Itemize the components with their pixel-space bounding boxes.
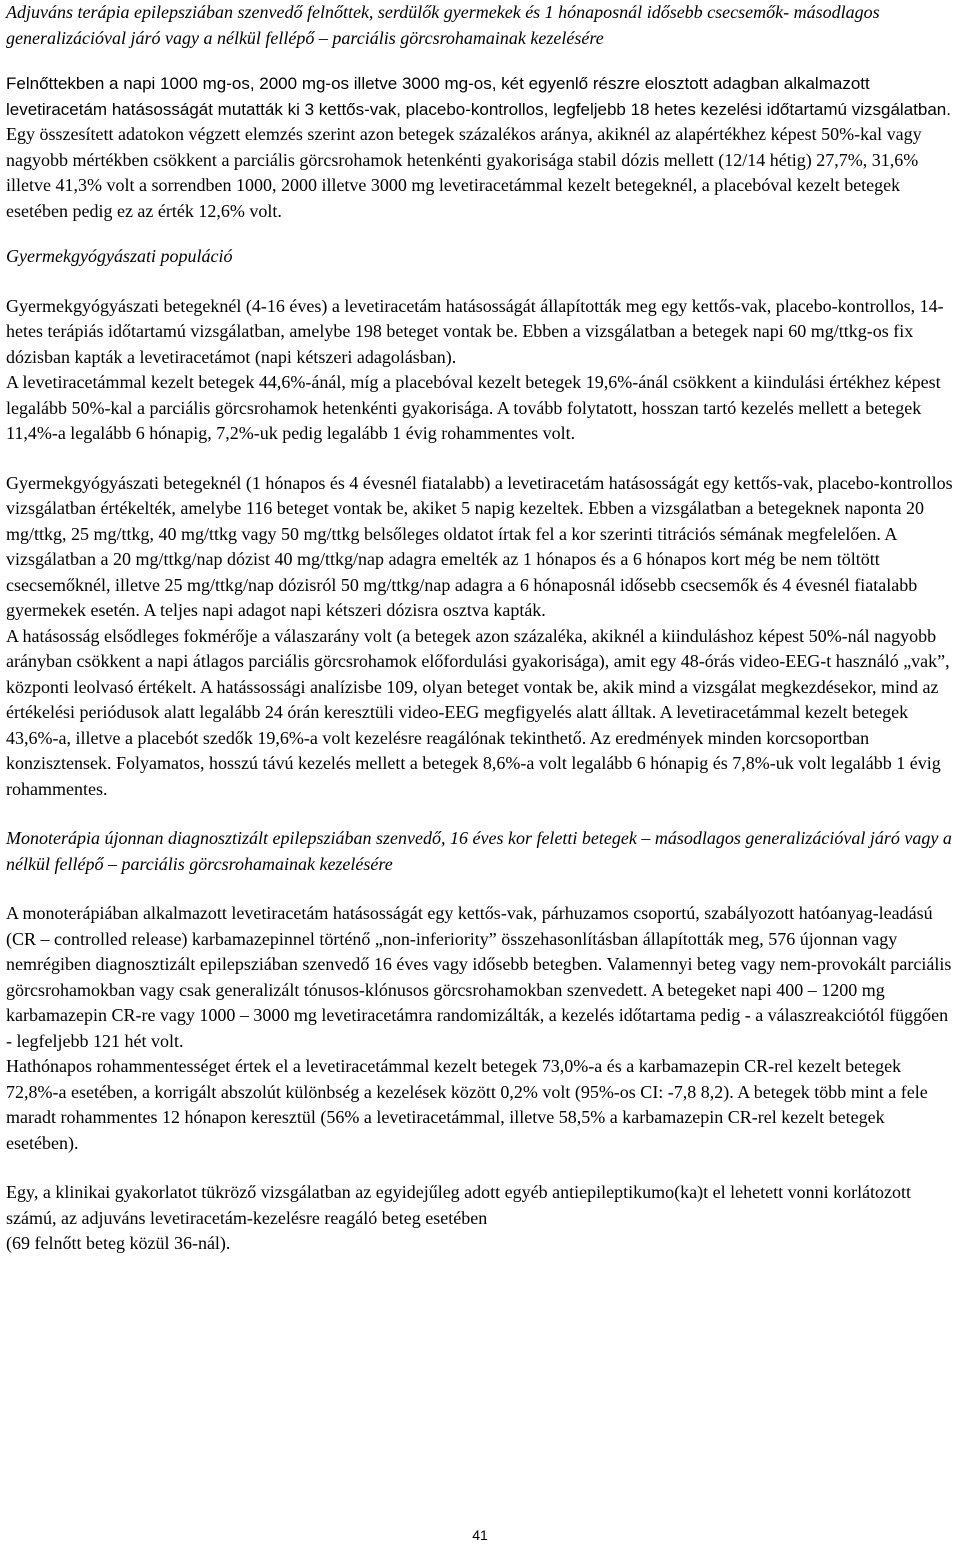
paragraph-primary-endpoint: A hatásosság elsődleges fokmérője a válaszarány volt (a betegek azon százaléka, akiknél a kiinduláshoz képest 50%-nál nagyobb arányban csökkent a napi átlagos parciális görcsrohamok előfordulási gyakorisága), amit egy 48-órás video-EEG-t használó „vak”, központi leolvasó értékelt. A hatássossági analízisbe 109, olyan beteget vontak be, akik mind a vizsgálat megkezdésekor, mind az értékelési periódusok alatt legalább 24 órán keresztüli video-EEG megfigyelés alatt álltak. A levetiracetámmal kezelt betegek 43,6%-a, illetve a placebót szedők 19,6%-a volt kezelésre reagálónak tekinthető. Az eredmények minden korcsoportban konzisztensek. Folyamatos, hosszú távú kezelés mellett a betegek 8,6%-a volt legalább 6 hónapig és 7,8%-uk volt legalább 1 évig rohammentes. bbox=[6, 625, 950, 799]
paragraph-pediatric-infants: Gyermekgyógyászati betegeknél (1 hónapos és 4 évesnél fiatalabb) a levetiracetám hatásosságát egy kettős-vak, placebo-kontrollos vizsgálatban értékelték, amelybe 116 beteget vontak be, akiket 5 napig kezeltek. Ebben a vizsgálatban a betegeknek naponta 20 mg/ttkg, 25 mg/ttkg, 40 mg/ttkg vagy 50 mg/ttkg belsőleges oldatot írtak fel a kor szerinti titrációs sémának megfelelően. A vizsgálatban a 20 mg/ttkg/nap dózist 40 mg/ttkg/nap adagra emelték az 1 hónapos és a 6 hónapos kort még be nem töltött csecsemőknél, illetve 25 mg/ttkg/nap dózisról 50 mg/ttkg/nap adagra a 6 hónaposnál idősebb csecsemők és 4 évesnél fiatalabb gyermekek esetén. A teljes napi adagot napi kétszeri dózisra osztva kapták. bbox=[6, 472, 953, 620]
paragraph-adult-efficacy-lead: Felnőttekben a napi 1000 mg-os, 2000 mg-os illetve 3000 mg-os, két egyenlő részre elosztott adagban alkalmazott levetiracetám hatásosságát mutatták ki 3 kettős-vak, placebo-kontrollos, legfeljebb 18 hetes kezelési időtartamú vizsgálatban. bbox=[6, 74, 951, 119]
paragraph-pediatric-results: A levetiracetámmal kezelt betegek 44,6%-ánál, míg a placebóval kezelt betegek 19,6%-ánál csökkent a kiindulási értékhez képest legalább 50%-kal a parciális görcsrohamok hetenkénti gyakorisága. A tovább folytatott, hosszan tartó kezelés mellett a betegek 11,4%-a legalább 6 hónapig, 7,2%-uk pedig legalább 1 évig rohammentes volt. bbox=[6, 372, 941, 443]
section-heading-pediatric: Gyermekgyógyászati populáció bbox=[6, 246, 233, 266]
page-number: 41 bbox=[472, 1527, 488, 1543]
paragraph-clinical-practice-text: Egy, a klinikai gyakorlatot tükröző vizsgálatban az egyidejűleg adott egyéb antiepileptikumo(ka)t el lehetett vonni korlátozott számú, az adjuváns levetiracetám-kezelésre reagáló beteg esetében bbox=[6, 1182, 912, 1228]
paragraph-clinical-practice-tail: (69 felnőtt beteg közül 36-nál). bbox=[6, 1233, 231, 1253]
paragraph-pediatric-4-16: Gyermekgyógyászati betegeknél (4-16 éves) a levetiracetám hatásosságát állapították meg egy kettős-vak, placebo-kontrollos, 14-hetes terápiás időtartamú vizsgálatban, amelybe 198 beteget vontak be. Ebben a vizsgálatban a betegek napi 60 mg/ttkg-os fix dózisban kapták a levetiracetámot (napi kétszeri adagolásban). bbox=[6, 295, 944, 367]
paragraph-adult-efficacy bbox=[6, 71, 954, 224]
section-heading-adjuvant: Adjuváns terápia epilepsziában szenvedő felnőttek, serdülők gyermekek és 1 hónaposnál idősebb csecsemők- másodlagos generalizációval járó vagy a nélkül fellépő – parciális görcsrohamainak kezelésére bbox=[6, 2, 880, 48]
section-heading-monotherapy: Monoterápia újonnan diagnosztizált epilepsziában szenvedő, 16 éves kor feletti betegek – másodlagos generalizációval járó vagy a nélkül fellépő – parciális görcsrohamainak kezelésére bbox=[6, 828, 952, 874]
paragraph-monotherapy-results: Hathónapos rohammentességet értek el a levetiracetámmal kezelt betegek 73,0%-a és a karbamazepin CR-rel kezelt betegek 72,8%-a esetében, a korrigált abszolút különbség a kezelések között 0,2% volt (95%-os CI: -7,8 8,2). A betegek több mint a fele maradt rohammentes 12 hónapon keresztül (56% a levetiracetámmal, illetve 58,5% a karbamazepin CR-rel kezelt betegek esetében). bbox=[6, 1056, 928, 1153]
paragraph-adult-efficacy-rest: Egy összesített adatokon végzett elemzés szerint azon betegek százalékos aránya, akiknél az alapértékhez képest 50%-kal vagy nagyobb mértékben csökkent a parciális görcsrohamok hetenkénti gyakorisága stabil dózis mellett (12/14 hétig) 27,7%, 31,6% illetve 41,3% volt a sorrendben 1000, 2000 illetve 3000 mg levetiracetámmal kezelt betegeknél, a placebóval kezelt betegek esetében pedig ez az érték 12,6% volt. bbox=[6, 124, 922, 221]
paragraph-clinical-practice bbox=[6, 1180, 954, 1257]
paragraph-monotherapy-design: A monoterápiában alkalmazott levetiracetám hatásosságát egy kettős-vak, párhuzamos csoportú, szabályozott hatóanyag-leadású (CR – controlled release) karbamazepinnel történő „non-inferiority” összehasonlításban állapították meg, 576 újonnan vagy nemrégiben diagnosztizált epilepsziában szenvedő 16 éves vagy idősebb betegben. Valamennyi beteg vagy nem-provokált parciális görcsrohamokban vagy csak generalizált tónusos-klónusos görcsrohamokban szenvedett. A betegeket napi 400 – 1200 mg karbamazepin CR-re vagy 1000 – 3000 mg levetiracetámra randomizálták, a kezelés időtartama pedig - a válaszreakciótól függően - legfeljebb 121 hét volt. bbox=[6, 903, 952, 1051]
document-page bbox=[6, 0, 954, 1257]
